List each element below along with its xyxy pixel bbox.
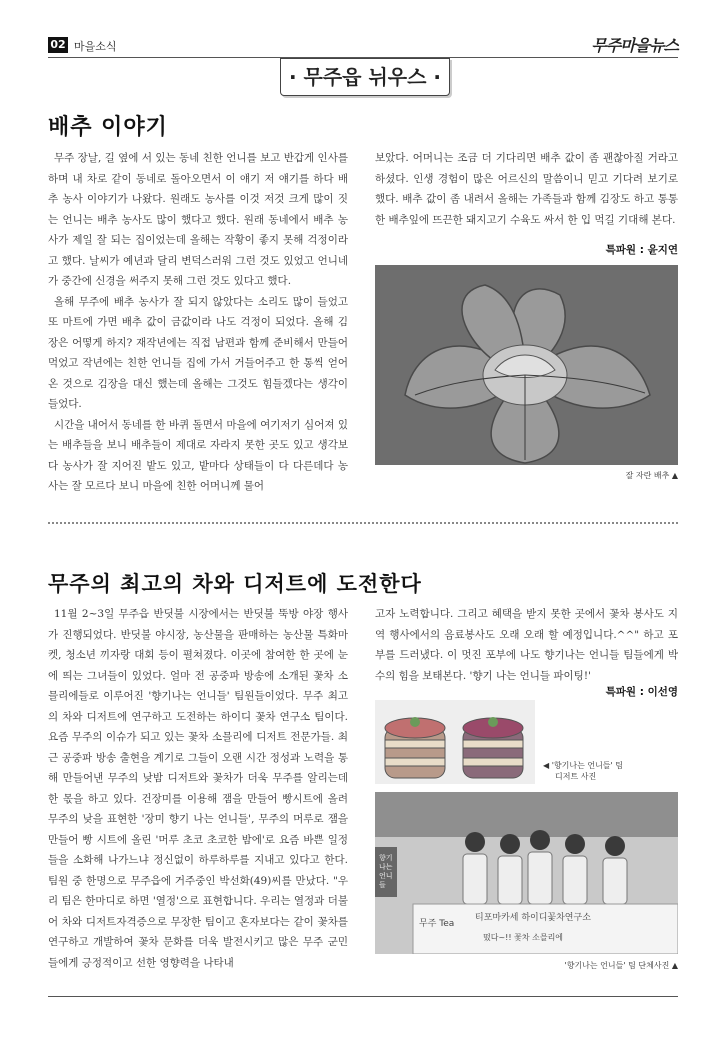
bottom-rule: [48, 996, 678, 997]
masthead-logo: 무주마을뉴스: [591, 36, 678, 55]
article2-byline: 특파원 : 이선영: [605, 686, 678, 698]
article1-paragraph: 보았다. 어머니는 조금 더 기다리면 배추 값이 좀 괜찮아질 거라고 하셨다. 인생 경험이 많은 어르신의 말씀이니 믿고 기다려 보기로 했다. 배추 값이 좀 내려서 올해는 가족들과 함께 김장도 하고 통통한 배추잎에 뜨끈한 돼지고기 수육도 싸서 한 입 먹길 기대해 본다.: [375, 152, 678, 226]
article1-paragraph: 올해 무주에 배추 농사가 잘 되지 않았다는 소리도 많이 들었고 또 마트에 가면 배추 값이 금값이라 나도 걱정이 되었다. 올해 김장은 어떻게 하지? 재작년에는 직접 남편과 함께 준비해서 만들어 먹었고 작년에는 친한 언니들 집에 가서 거들어주고 한 통씩 얻어 온 것으로 김장을 대신 했는데 올해는 그것도 힘들겠다는 생각이 들었다.: [48, 295, 348, 410]
article1-column-left: [48, 148, 348, 497]
dessert-photo: [375, 700, 535, 784]
article2-paragraph: 11월 2~3일 무주읍 반딧불 시장에서는 반딧불 뚝방 야장 행사가 진행되었다. 반딧불 야시장, 농산물을 판매하는 농산물 특화마켓, 청소년 끼자랑 대회 등이 펼쳐졌다. 이곳에 참여한 한 곳에 눈에 띄는 그녀들이 있었다. 얼마 전 공중파 방송에 소개된 꽃차 소믈리에들로 이루어진 '향기나는 언니들' 팀원들이었다. 무주 최고의 차와 디저트에 연구하고 도전하는 하이디 꽃차 연구소 팀이다. 요즘 무주의 이슈가 되고 있는 꽃차 소믈리에 디저트 전문가들. 최근 공중파 방송 출현을 계기로 그들이 오랜 시간 정성과 노력을 통해 만들어낸 무주의 낮밤 디저트와 꽃차가 더욱 무주를 알리는데 한 몫을 하고 있다. 건장미를 이용해 잼을 만들어 빵시트에 올려 무주의 낮을 표현한 '장미 향기 나는 언니들', 무주의 머루로 잼을 만들어 빵 시트에 올린 '머루 초코 초코한 밤에'로 요즘 바쁜 일정들을 소화해 나가느냐 정신없이 하루하루를 지내고 있다고 한다. 팀원 중 한명으로 무주읍에 거주중인 박선화(49)씨를 만났다. "우리 팀은 한마디로 하면 '열정'으로 표현합니다. 우리는 열정과 더불어 차와 디저트자격증으로 무장한 팀이고 혼자보다는 같이 꽃차를 연구하고 개발하여 꽃차 문화를 더욱 발전시키고 많은 무주 군민들에게 긍정적이고 선한 영향력을 나타내: [48, 608, 348, 969]
section-label: 마을소식: [74, 40, 117, 53]
article1-paragraph: 시간을 내어서 동네를 한 바퀴 돌면서 마을에 여기저기 심어져 있는 배추들을 보니 배추들이 제대로 자라지 못한 곳도 있고 생각보다 농사가 잘 지어진 밭도 있고, 밭마다 상태들이 다 다른데다 농사는 잘 모르다 보니 마을에 친한 어머니께 물어: [48, 418, 348, 492]
group-photo-banner-text: 무주 Tea: [419, 919, 455, 929]
article-divider: [48, 522, 678, 524]
article2-title: 무주의 최고의 차와 디저트에 도전한다: [48, 572, 422, 596]
cabbage-photo: [375, 265, 678, 465]
article1-paragraph: 무주 장날, 길 옆에 서 있는 동네 친한 언니를 보고 반갑게 인사를 하며 내 차로 같이 동네로 돌아오면서 이 얘기 저 얘기를 하다 배추 농사 이야기가 나왔다. 원래도 농사를 이것 저것 크게 많이 짓는 언니는 배추 농사도 많이 했다고 했다. 원래 동네에서 배추 농사가 제일 잘 되는 집이었는데 올해는 작황이 좋지 못해 걱정이라고 했다. 날씨가 예년과 달리 변덕스러워 그런 것도 있었고 언니네가 중간에 신경을 써주지 못해 그런 것도 있다고 했다.: [48, 152, 348, 287]
group-photo-sign: 향기나는 언니들: [379, 854, 393, 889]
article2-column-right: [375, 604, 678, 686]
group-photo-banner-text: 티포마카세 하이디꽃차연구소: [475, 913, 591, 923]
section-banner: · 무주읍 뉘우스 ·: [280, 58, 450, 96]
dessert-caption-line1: ◀ '향기나는 언니들' 팀: [543, 761, 624, 770]
group-photo-banner-text: 떴다~!! 꽃차 소믈리에: [483, 933, 564, 942]
dessert-caption-line2: 디저트 사진: [555, 772, 597, 781]
page-number: 02: [48, 37, 68, 53]
group-photo: [375, 792, 678, 954]
article1-title: 배추 이야기: [48, 115, 168, 140]
article1-byline: 특파원 : 윤지연: [605, 244, 678, 256]
article2-column-left: [48, 604, 348, 973]
dessert-photo-caption: [543, 760, 623, 782]
article1-column-right: [375, 148, 678, 230]
article2-paragraph: 고자 노력합니다. 그리고 혜택을 받지 못한 곳에서 꽃차 봉사도 지역 행사에서의 음료봉사도 오래 오래 할 예정입니다.^^" 하고 포부를 드러냈다. 이 멋진 포부에 나도 향기나는 언니들 팀들에게 박수의 힘을 보태본다. '향기 나는 언니들 파이팅!': [375, 608, 678, 682]
cabbage-photo-caption: 잘 자란 배추 ▲: [625, 471, 678, 480]
group-photo-caption: '향기나는 언니들' 팀 단체사진 ▲: [564, 961, 678, 970]
